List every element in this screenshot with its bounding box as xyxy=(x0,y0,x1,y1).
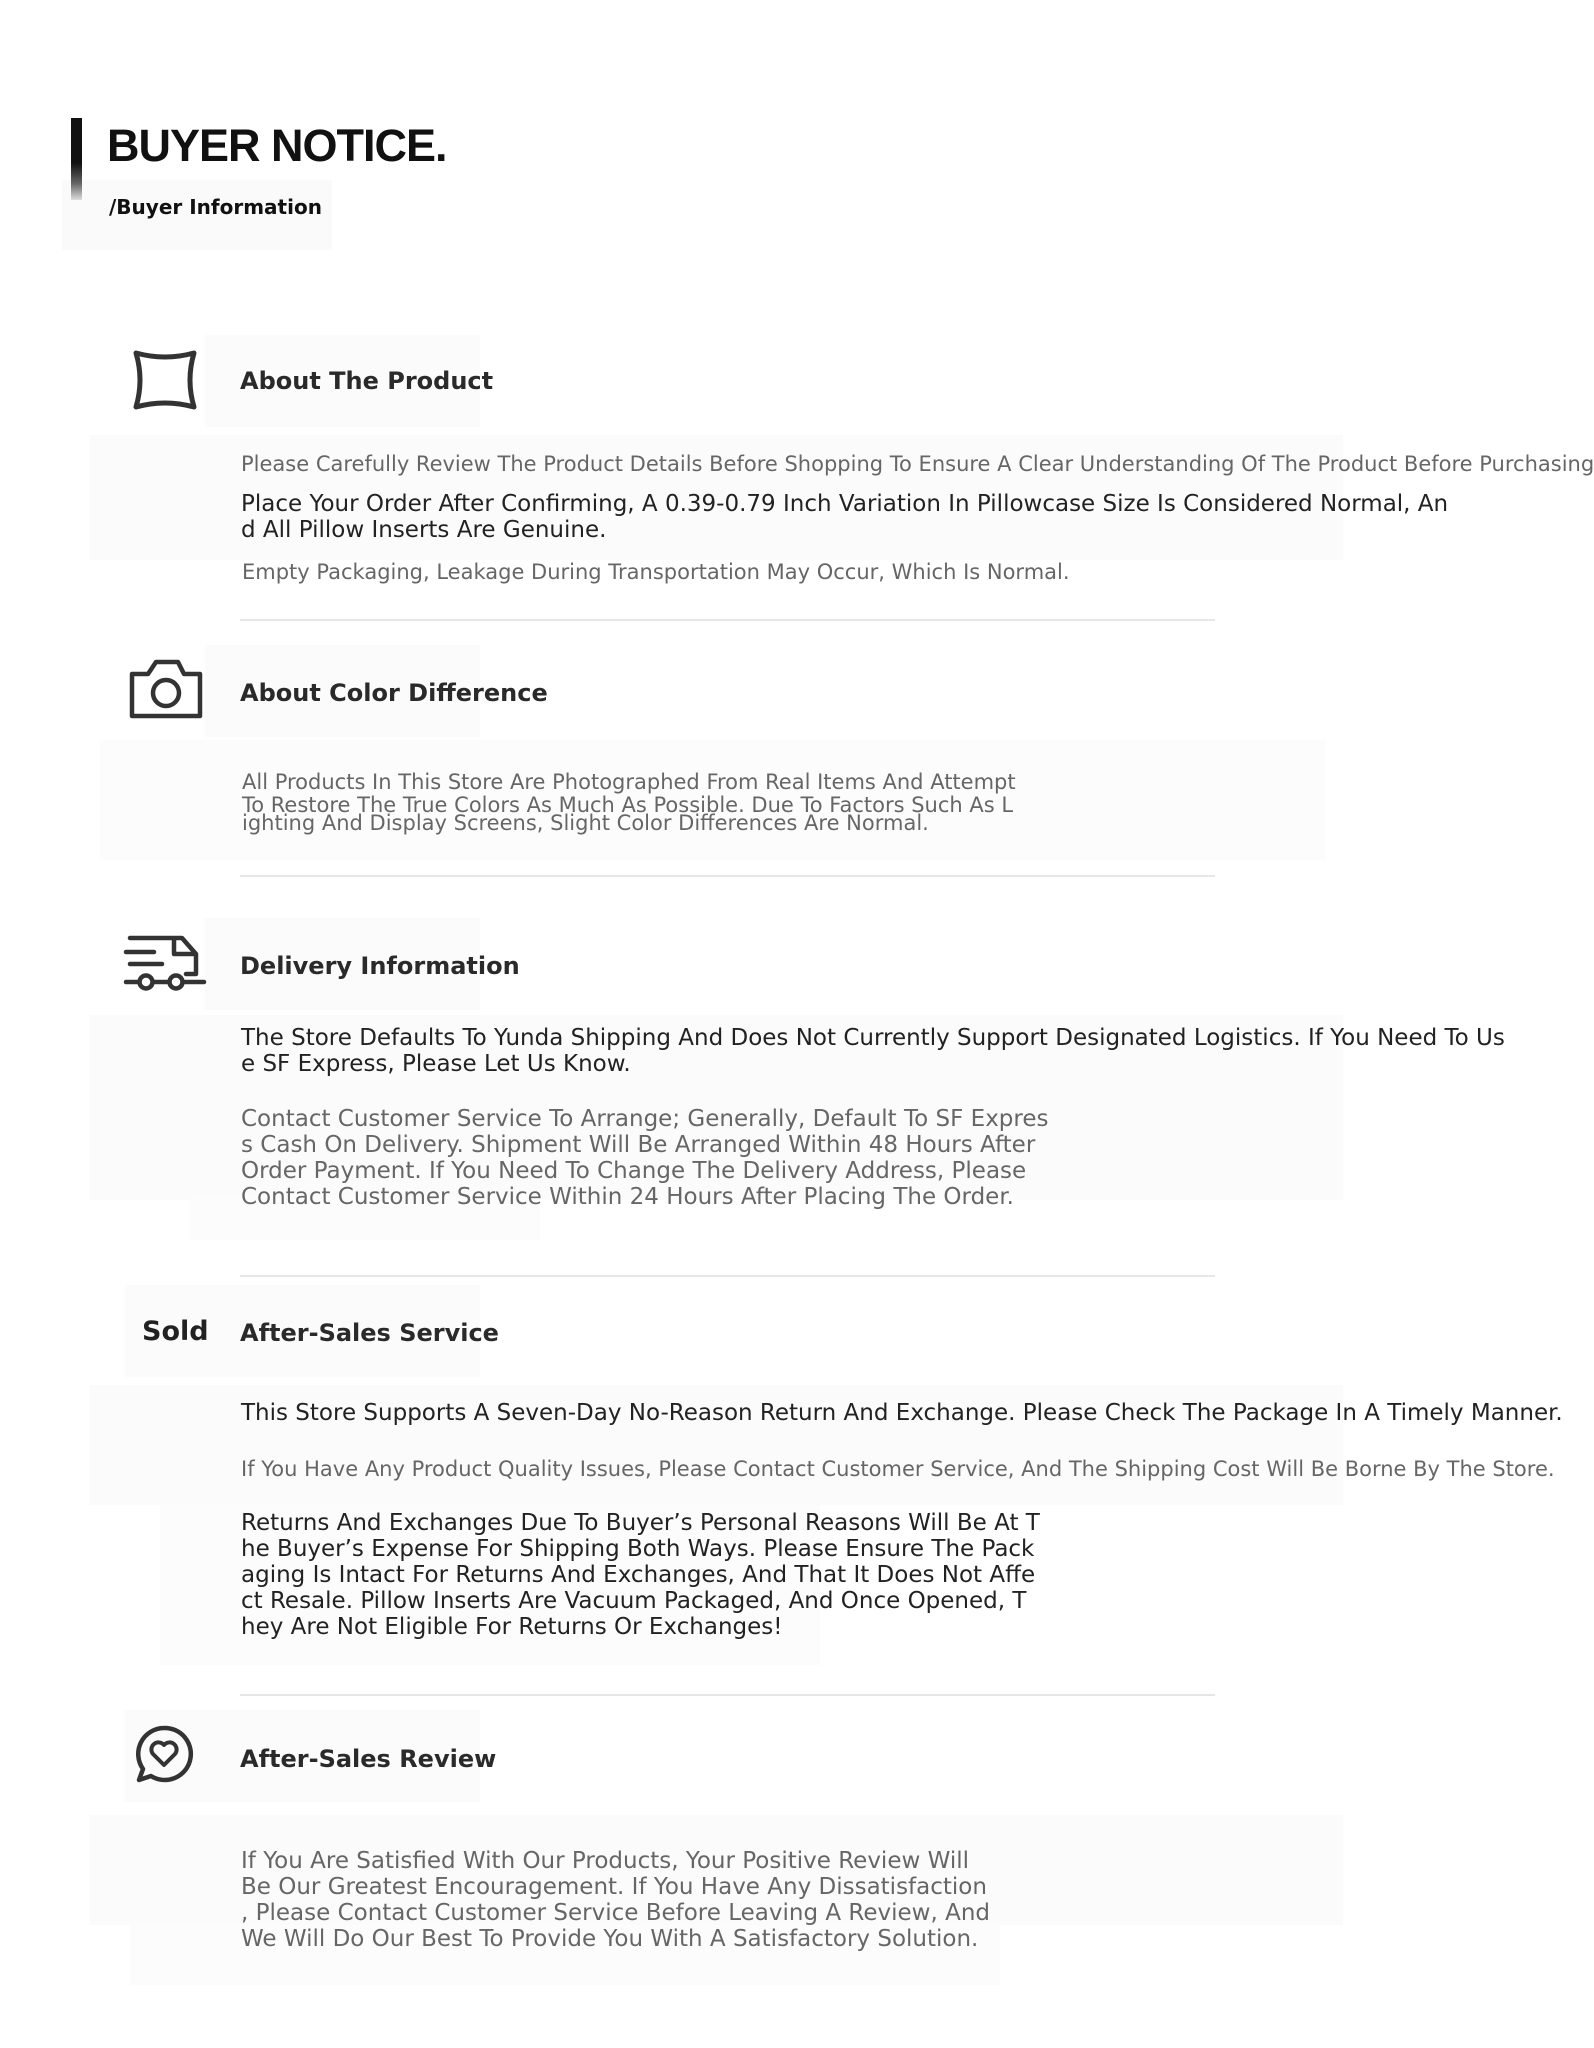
review-text-line-2: Be Our Greatest Encouragement. If You Have Any Dissatisfaction xyxy=(241,1874,987,1900)
section-title-delivery: Delivery Information xyxy=(240,952,520,980)
section-divider xyxy=(240,1275,1215,1277)
page-subtitle: /Buyer Information xyxy=(109,195,322,219)
color-text-line-3: ighting And Display Screens, Slight Color Differences Are Normal. xyxy=(242,811,929,835)
after-sales-text-line-5: aging Is Intact For Returns And Exchanges, And That It Does Not Affe xyxy=(241,1562,1036,1588)
delivery-text-line-4: s Cash On Delivery. Shipment Will Be Arranged Within 48 Hours After xyxy=(241,1132,1036,1158)
after-sales-text-line-6: ct Resale. Pillow Inserts Are Vacuum Packaged, And Once Opened, T xyxy=(241,1588,1027,1614)
section-title-after-sales: After-Sales Service xyxy=(240,1319,499,1347)
section-title-product: About The Product xyxy=(240,367,494,395)
review-text-line-1: If You Are Satisfied With Our Products, Your Positive Review Will xyxy=(241,1848,970,1874)
sold-label: Sold xyxy=(142,1316,209,1347)
after-sales-text-line-3: Returns And Exchanges Due To Buyer’s Personal Reasons Will Be At T xyxy=(241,1510,1040,1536)
camera-icon xyxy=(126,656,206,722)
pillow-icon xyxy=(128,345,202,415)
product-text-line-2: Place Your Order After Confirming, A 0.39-0.79 Inch Variation In Pillowcase Size Is Considered Normal, An xyxy=(241,491,1449,517)
review-text-line-4: We Will Do Our Best To Provide You With A Satisfactory Solution. xyxy=(241,1926,979,1952)
header-accent-bar xyxy=(71,118,82,200)
delivery-text-line-6: Contact Customer Service Within 24 Hours After Placing The Order. xyxy=(241,1184,1014,1210)
after-sales-text-line-2: If You Have Any Product Quality Issues, Please Contact Customer Service, And The Shipping Cost Will Be Borne By The Store. xyxy=(241,1457,1555,1481)
section-divider xyxy=(240,1694,1215,1696)
section-divider xyxy=(240,619,1215,621)
section-divider xyxy=(240,875,1215,877)
color-text-line-1: All Products In This Store Are Photographed From Real Items And Attempt xyxy=(242,770,1016,794)
review-text-line-3: , Please Contact Customer Service Before Leaving A Review, And xyxy=(241,1900,991,1926)
delivery-text-line-5: Order Payment. If You Need To Change The Delivery Address, Please xyxy=(241,1158,1027,1184)
product-text-line-4: Empty Packaging, Leakage During Transportation May Occur, Which Is Normal. xyxy=(242,560,1070,584)
product-text-line-3: d All Pillow Inserts Are Genuine. xyxy=(241,517,607,543)
delivery-text-line-2: e SF Express, Please Let Us Know. xyxy=(241,1051,631,1077)
product-text-line-1: Please Carefully Review The Product Details Before Shopping To Ensure A Clear Understanding Of The Product Before Purchasing xyxy=(241,452,1594,476)
delivery-text-line-1: The Store Defaults To Yunda Shipping And Does Not Currently Support Designated Logistics. If You Need To Us xyxy=(241,1025,1505,1051)
section-title-review: After-Sales Review xyxy=(240,1745,497,1773)
after-sales-text-line-4: he Buyer’s Expense For Shipping Both Ways. Please Ensure The Pack xyxy=(241,1536,1035,1562)
after-sales-text-line-1: This Store Supports A Seven-Day No-Reason Return And Exchange. Please Check The Package In A Timely Manner. xyxy=(241,1400,1563,1426)
page-title: BUYER NOTICE. xyxy=(107,120,447,171)
after-sales-text-line-7: hey Are Not Eligible For Returns Or Exchanges! xyxy=(241,1614,783,1640)
heart-chat-icon xyxy=(133,1723,195,1785)
color-text-line-2: To Restore The True Colors As Much As Possible. Due To Factors Such As L xyxy=(242,793,1014,817)
delivery-truck-icon xyxy=(124,930,210,994)
section-title-color: About Color Difference xyxy=(240,679,548,707)
delivery-text-line-3: Contact Customer Service To Arrange; Generally, Default To SF Expres xyxy=(241,1106,1049,1132)
